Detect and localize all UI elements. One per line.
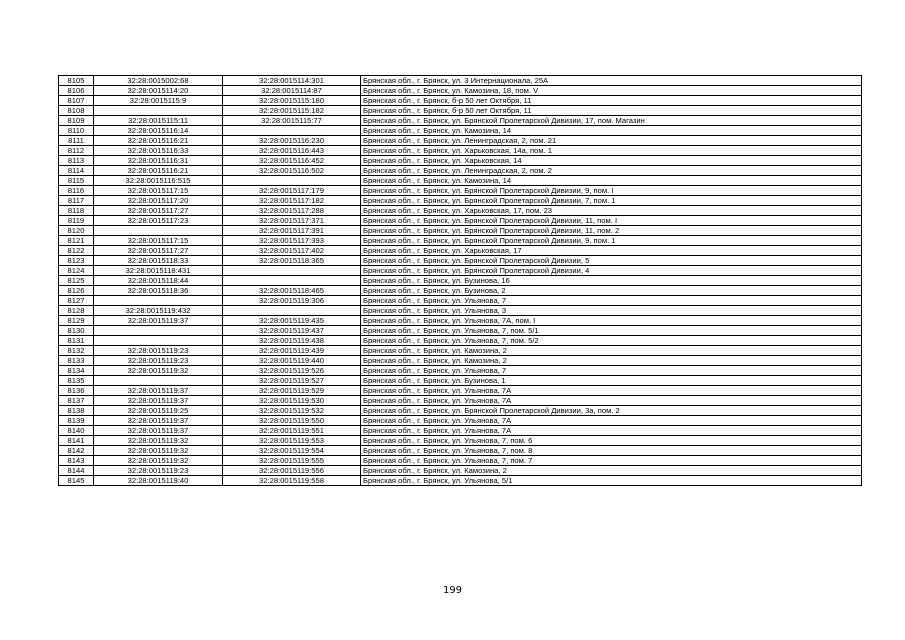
row-number-cell: 8128 xyxy=(59,306,94,316)
land-cadastral-number-cell: 32:28:0015119:23 xyxy=(94,346,223,356)
table-row xyxy=(59,166,862,176)
building-cadastral-number-cell: 32:28:0015116:443 xyxy=(223,146,361,156)
land-cadastral-number-cell: 32:28:0015115:9 xyxy=(94,96,223,106)
row-number-cell: 8105 xyxy=(59,76,94,86)
land-cadastral-number-cell xyxy=(94,296,223,306)
building-cadastral-number-cell: 32:28:0015119:527 xyxy=(223,376,361,386)
building-cadastral-number-cell: 32:28:0015119:437 xyxy=(223,326,361,336)
row-number-cell: 8141 xyxy=(59,436,94,446)
page-number: 199 xyxy=(442,585,463,596)
table-row xyxy=(59,246,862,256)
land-cadastral-number-cell: 32:28:0015116:33 xyxy=(94,146,223,156)
land-cadastral-number-cell: 32:28:0015117:20 xyxy=(94,196,223,206)
row-number-cell: 8120 xyxy=(59,226,94,236)
table-row xyxy=(59,276,862,286)
land-cadastral-number-cell: 32:28:0015118:33 xyxy=(94,256,223,266)
address-cell: Брянская обл., г. Брянск, ул. Брянской Пролетарской Дивизии, 11, пом. I xyxy=(361,216,862,226)
table-row xyxy=(59,406,862,416)
building-cadastral-number-cell: 32:28:0015119:435 xyxy=(223,316,361,326)
building-cadastral-number-cell xyxy=(223,306,361,316)
table-row xyxy=(59,456,862,466)
building-cadastral-number-cell: 32:28:0015118:465 xyxy=(223,286,361,296)
address-cell: Брянская обл., г. Брянск, ул. Ульянова, 7А xyxy=(361,426,862,436)
table-row xyxy=(59,326,862,336)
land-cadastral-number-cell: 32:28:0015115:11 xyxy=(94,116,223,126)
land-cadastral-number-cell: 32:28:0015117:15 xyxy=(94,236,223,246)
land-cadastral-number-cell: 32:28:0015117:27 xyxy=(94,206,223,216)
address-cell: Брянская обл., г. Брянск, ул. Ульянова, 7А xyxy=(361,416,862,426)
building-cadastral-number-cell: 32:28:0015119:529 xyxy=(223,386,361,396)
building-cadastral-number-cell xyxy=(223,276,361,286)
building-cadastral-number-cell: 32:28:0015117:371 xyxy=(223,216,361,226)
land-cadastral-number-cell xyxy=(94,226,223,236)
building-cadastral-number-cell: 32:28:0015117:402 xyxy=(223,246,361,256)
address-cell: Брянская обл., г. Брянск, б-р 50 лет Октября, 11 xyxy=(361,106,862,116)
building-cadastral-number-cell: 32:28:0015115:180 xyxy=(223,96,361,106)
row-number-cell: 8134 xyxy=(59,366,94,376)
land-cadastral-number-cell: 32:28:0015119:32 xyxy=(94,456,223,466)
row-number-cell: 8143 xyxy=(59,456,94,466)
building-cadastral-number-cell: 32:28:0015119:553 xyxy=(223,436,361,446)
address-cell: Брянская обл., г. Брянск, ул. Брянской Пролетарской Дивизии, 11, пом. 2 xyxy=(361,226,862,236)
address-cell: Брянская обл., г. Брянск, ул. Брянской Пролетарской Дивизии, 5 xyxy=(361,256,862,266)
land-cadastral-number-cell: 32:28:0015116:31 xyxy=(94,156,223,166)
table-row xyxy=(59,236,862,246)
row-number-cell: 8118 xyxy=(59,206,94,216)
table-row xyxy=(59,296,862,306)
address-cell: Брянская обл., г. Брянск, ул. Брянской Пролетарской Дивизии, 4 xyxy=(361,266,862,276)
address-cell: Брянская обл., г. Брянск, ул. Камозина, 18, пом. V xyxy=(361,86,862,96)
building-cadastral-number-cell: 32:28:0015119:555 xyxy=(223,456,361,466)
building-cadastral-number-cell xyxy=(223,126,361,136)
table-row xyxy=(59,376,862,386)
building-cadastral-number-cell: 32:28:0015119:306 xyxy=(223,296,361,306)
address-cell: Брянская обл., г. Брянск, ул. Камозина, 2 xyxy=(361,346,862,356)
building-cadastral-number-cell: 32:28:0015118:365 xyxy=(223,256,361,266)
row-number-cell: 8108 xyxy=(59,106,94,116)
table-row xyxy=(59,466,862,476)
row-number-cell: 8139 xyxy=(59,416,94,426)
building-cadastral-number-cell xyxy=(223,266,361,276)
row-number-cell: 8138 xyxy=(59,406,94,416)
row-number-cell: 8112 xyxy=(59,146,94,156)
table-row xyxy=(59,96,862,106)
table-row xyxy=(59,126,862,136)
address-cell: Брянская обл., г. Брянск, ул. Бузинова, 2 xyxy=(361,286,862,296)
building-cadastral-number-cell xyxy=(223,176,361,186)
table-row xyxy=(59,426,862,436)
table-row xyxy=(59,306,862,316)
row-number-cell: 8137 xyxy=(59,396,94,406)
row-number-cell: 8132 xyxy=(59,346,94,356)
land-cadastral-number-cell xyxy=(94,376,223,386)
land-cadastral-number-cell: 32:28:0015119:23 xyxy=(94,466,223,476)
row-number-cell: 8145 xyxy=(59,476,94,486)
land-cadastral-number-cell: 32:28:0015119:25 xyxy=(94,406,223,416)
building-cadastral-number-cell: 32:28:0015119:551 xyxy=(223,426,361,436)
table-row xyxy=(59,106,862,116)
table-row xyxy=(59,216,862,226)
land-cadastral-number-cell: 32:28:0015119:23 xyxy=(94,356,223,366)
land-cadastral-number-cell: 32:28:0015119:37 xyxy=(94,426,223,436)
address-cell: Брянская обл., г. Брянск, ул. Ульянова, 7, пом. 8 xyxy=(361,446,862,456)
building-cadastral-number-cell: 32:28:0015116:230 xyxy=(223,136,361,146)
table-row xyxy=(59,416,862,426)
land-cadastral-number-cell: 32:28:0015116:21 xyxy=(94,136,223,146)
table-row xyxy=(59,386,862,396)
address-cell: Брянская обл., г. Брянск, ул. Бузинова, 16 xyxy=(361,276,862,286)
building-cadastral-number-cell: 32:28:0015119:439 xyxy=(223,346,361,356)
land-cadastral-number-cell xyxy=(94,336,223,346)
building-cadastral-number-cell: 32:28:0015119:556 xyxy=(223,466,361,476)
land-cadastral-number-cell: 32:28:0015116:14 xyxy=(94,126,223,136)
address-cell: Брянская обл., г. Брянск, б-р 50 лет Октября, 11 xyxy=(361,96,862,106)
address-cell: Брянская обл., г. Брянск, ул. Ульянова, 7 xyxy=(361,296,862,306)
address-cell: Брянская обл., г. Брянск, ул. Ульянова, 7, пом. 5/1 xyxy=(361,326,862,336)
address-cell: Брянская обл., г. Брянск, ул. Бузинова, 1 xyxy=(361,376,862,386)
address-cell: Брянская обл., г. Брянск, ул. Брянской Пролетарской Дивизии, 9, пом. 1 xyxy=(361,236,862,246)
table-row xyxy=(59,226,862,236)
address-cell: Брянская обл., г. Брянск, ул. Ульянова, 7, пом. 6 xyxy=(361,436,862,446)
building-cadastral-number-cell: 32:28:0015114:87 xyxy=(223,86,361,96)
address-cell: Брянская обл., г. Брянск, ул. Брянской Пролетарской Дивизии, 3а, пом. 2 xyxy=(361,406,862,416)
address-cell: Брянская обл., г. Брянск, ул. Харьковская, 17, пом. 23 xyxy=(361,206,862,216)
row-number-cell: 8107 xyxy=(59,96,94,106)
table-row xyxy=(59,196,862,206)
address-cell: Брянская обл., г. Брянск, ул. Ульянова, 3 xyxy=(361,306,862,316)
address-cell: Брянская обл., г. Брянск, ул. Ульянова, 7 xyxy=(361,366,862,376)
table-row xyxy=(59,136,862,146)
table-row xyxy=(59,286,862,296)
land-cadastral-number-cell: 32:28:0015116:515 xyxy=(94,176,223,186)
table-row xyxy=(59,86,862,96)
address-cell: Брянская обл., г. Брянск, ул. Ульянова, 7А, пом. I xyxy=(361,316,862,326)
table-row xyxy=(59,206,862,216)
land-cadastral-number-cell: 32:28:0015117:23 xyxy=(94,216,223,226)
table-row xyxy=(59,336,862,346)
address-cell: Брянская обл., г. Брянск, ул. Камозина, 14 xyxy=(361,176,862,186)
address-cell: Брянская обл., г. Брянск, ул. Ульянова, 7А xyxy=(361,386,862,396)
address-cell: Брянская обл., г. Брянск, ул. Камозина, 14 xyxy=(361,126,862,136)
land-cadastral-number-cell xyxy=(94,106,223,116)
address-cell: Брянская обл., г. Брянск, ул. Ульянова, 7А xyxy=(361,396,862,406)
address-cell: Брянская обл., г. Брянск, ул. Брянской Пролетарской Дивизии, 7, пом. 1 xyxy=(361,196,862,206)
table-row xyxy=(59,76,862,86)
row-number-cell: 8106 xyxy=(59,86,94,96)
row-number-cell: 8115 xyxy=(59,176,94,186)
address-cell: Брянская обл., г. Брянск, ул. Ульянова, 5/1 xyxy=(361,476,862,486)
table-row xyxy=(59,186,862,196)
land-cadastral-number-cell: 32:28:0015118:431 xyxy=(94,266,223,276)
building-cadastral-number-cell: 32:28:0015114:301 xyxy=(223,76,361,86)
row-number-cell: 8135 xyxy=(59,376,94,386)
land-cadastral-number-cell: 32:28:0015119:32 xyxy=(94,436,223,446)
building-cadastral-number-cell: 32:28:0015117:288 xyxy=(223,206,361,216)
row-number-cell: 8144 xyxy=(59,466,94,476)
building-cadastral-number-cell: 32:28:0015115:77 xyxy=(223,116,361,126)
table-row xyxy=(59,156,862,166)
land-cadastral-number-cell: 32:28:0015119:37 xyxy=(94,416,223,426)
row-number-cell: 8116 xyxy=(59,186,94,196)
building-cadastral-number-cell: 32:28:0015119:440 xyxy=(223,356,361,366)
row-number-cell: 8126 xyxy=(59,286,94,296)
building-cadastral-number-cell: 32:28:0015117:393 xyxy=(223,236,361,246)
land-cadastral-number-cell: 32:28:0015118:44 xyxy=(94,276,223,286)
building-cadastral-number-cell: 32:28:0015116:502 xyxy=(223,166,361,176)
row-number-cell: 8133 xyxy=(59,356,94,366)
address-cell: Брянская обл., г. Брянск, ул. Ульянова, 7, пом. 5/2 xyxy=(361,336,862,346)
address-cell: Брянская обл., г. Брянск, ул. Ленинградская, 2, пом. 2 xyxy=(361,166,862,176)
land-cadastral-number-cell: 32:28:0015116:21 xyxy=(94,166,223,176)
table-row xyxy=(59,316,862,326)
land-cadastral-number-cell: 32:28:0015117:27 xyxy=(94,246,223,256)
building-cadastral-number-cell: 32:28:0015115:182 xyxy=(223,106,361,116)
table-row xyxy=(59,446,862,456)
table-row xyxy=(59,146,862,156)
building-cadastral-number-cell: 32:28:0015116:452 xyxy=(223,156,361,166)
land-cadastral-number-cell: 32:28:0015119:432 xyxy=(94,306,223,316)
table-row xyxy=(59,266,862,276)
row-number-cell: 8121 xyxy=(59,236,94,246)
land-cadastral-number-cell: 32:28:0015114:20 xyxy=(94,86,223,96)
row-number-cell: 8129 xyxy=(59,316,94,326)
address-cell: Брянская обл., г. Брянск, ул. Харьковская, 14 xyxy=(361,156,862,166)
row-number-cell: 8110 xyxy=(59,126,94,136)
address-cell: Брянская обл., г. Брянск, ул. 3 Интернационала, 25А xyxy=(361,76,862,86)
row-number-cell: 8136 xyxy=(59,386,94,396)
property-registry-table xyxy=(58,75,862,486)
address-cell: Брянская обл., г. Брянск, ул. Ленинградская, 2, пом. 21 xyxy=(361,136,862,146)
row-number-cell: 8111 xyxy=(59,136,94,146)
table-row xyxy=(59,476,862,486)
row-number-cell: 8127 xyxy=(59,296,94,306)
land-cadastral-number-cell: 32:28:0015119:32 xyxy=(94,446,223,456)
land-cadastral-number-cell: 32:28:0015118:36 xyxy=(94,286,223,296)
table-row xyxy=(59,256,862,266)
address-cell: Брянская обл., г. Брянск, ул. Харьковская, 17 xyxy=(361,246,862,256)
address-cell: Брянская обл., г. Брянск, ул. Харьковская, 14а, пом. 1 xyxy=(361,146,862,156)
land-cadastral-number-cell: 32:28:0015002:68 xyxy=(94,76,223,86)
table-row xyxy=(59,436,862,446)
row-number-cell: 8117 xyxy=(59,196,94,206)
building-cadastral-number-cell: 32:28:0015119:550 xyxy=(223,416,361,426)
land-cadastral-number-cell: 32:28:0015119:40 xyxy=(94,476,223,486)
row-number-cell: 8109 xyxy=(59,116,94,126)
building-cadastral-number-cell: 32:28:0015117:182 xyxy=(223,196,361,206)
table-row xyxy=(59,366,862,376)
row-number-cell: 8113 xyxy=(59,156,94,166)
building-cadastral-number-cell: 32:28:0015119:526 xyxy=(223,366,361,376)
row-number-cell: 8123 xyxy=(59,256,94,266)
row-number-cell: 8140 xyxy=(59,426,94,436)
address-cell: Брянская обл., г. Брянск, ул. Ульянова, 7, пом. 7 xyxy=(361,456,862,466)
row-number-cell: 8119 xyxy=(59,216,94,226)
row-number-cell: 8124 xyxy=(59,266,94,276)
row-number-cell: 8131 xyxy=(59,336,94,346)
building-cadastral-number-cell: 32:28:0015119:438 xyxy=(223,336,361,346)
building-cadastral-number-cell: 32:28:0015119:554 xyxy=(223,446,361,456)
building-cadastral-number-cell: 32:28:0015119:532 xyxy=(223,406,361,416)
land-cadastral-number-cell: 32:28:0015117:15 xyxy=(94,186,223,196)
building-cadastral-number-cell: 32:28:0015119:530 xyxy=(223,396,361,406)
table-row xyxy=(59,356,862,366)
table-row xyxy=(59,176,862,186)
land-cadastral-number-cell: 32:28:0015119:37 xyxy=(94,386,223,396)
land-cadastral-number-cell: 32:28:0015119:37 xyxy=(94,316,223,326)
row-number-cell: 8125 xyxy=(59,276,94,286)
table-row xyxy=(59,346,862,356)
address-cell: Брянская обл., г. Брянск, ул. Брянской Пролетарской Дивизии, 17, пом. Магазин xyxy=(361,116,862,126)
land-cadastral-number-cell: 32:28:0015119:37 xyxy=(94,396,223,406)
building-cadastral-number-cell: 32:28:0015117:391 xyxy=(223,226,361,236)
row-number-cell: 8130 xyxy=(59,326,94,336)
registry-table-body xyxy=(59,76,862,486)
row-number-cell: 8114 xyxy=(59,166,94,176)
building-cadastral-number-cell: 32:28:0015119:558 xyxy=(223,476,361,486)
land-cadastral-number-cell: 32:28:0015119:32 xyxy=(94,366,223,376)
table-row xyxy=(59,396,862,406)
address-cell: Брянская обл., г. Брянск, ул. Камозина, 2 xyxy=(361,466,862,476)
table-row xyxy=(59,116,862,126)
address-cell: Брянская обл., г. Брянск, ул. Брянской Пролетарской Дивизии, 9, пом. I xyxy=(361,186,862,196)
land-cadastral-number-cell xyxy=(94,326,223,336)
row-number-cell: 8142 xyxy=(59,446,94,456)
address-cell: Брянская обл., г. Брянск, ул. Камозина, 2 xyxy=(361,356,862,366)
row-number-cell: 8122 xyxy=(59,246,94,256)
building-cadastral-number-cell: 32:28:0015117:179 xyxy=(223,186,361,196)
